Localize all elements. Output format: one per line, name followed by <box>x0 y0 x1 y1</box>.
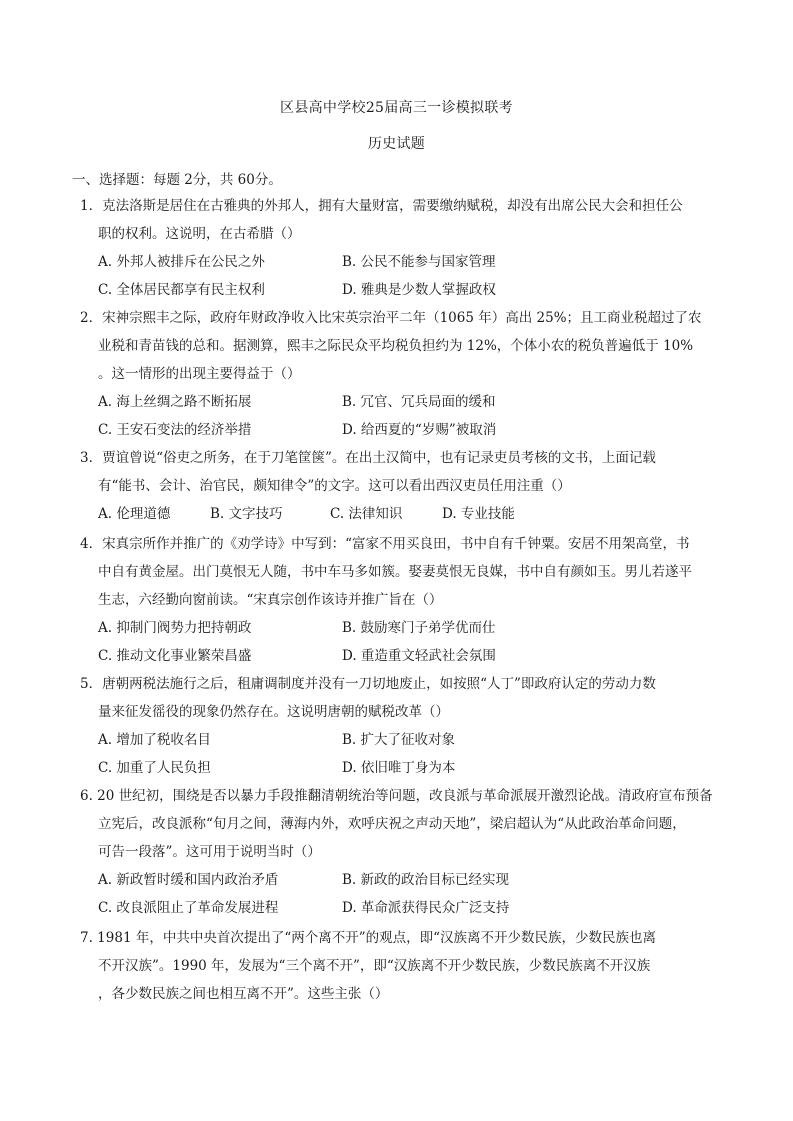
question-text-line: 职的权利。这说明，在古希腊（） <box>98 226 301 242</box>
question-text-line: 业税和青苗钱的总和。据测算，熙丰之际民众平均税负担约为 12%，个体小农的税负普遍低于 10% <box>98 338 694 354</box>
options-row <box>80 614 720 642</box>
option-a[interactable]: A. 外邦人被排斥在公民之外 <box>98 254 265 270</box>
question-1 <box>80 192 720 304</box>
option-a[interactable]: A. 伦理道德 <box>98 506 171 522</box>
option-c[interactable]: C. 全体居民都享有民主权利 <box>98 282 265 298</box>
question-3 <box>80 444 720 528</box>
option-a[interactable]: A. 增加了税收名目 <box>98 732 211 748</box>
question-5 <box>80 670 720 782</box>
section-heading: 一、选择题：每题 2分，共 60分。 <box>72 172 282 188</box>
options-row <box>80 754 720 782</box>
question-text-line: 7. 1981 年，中共中央首次提出了“两个离不开”的观点，即“汉族离不开少数民族，少数民族也离 <box>80 930 657 946</box>
question-text-line: 5．唐朝两税法施行之后，租庸调制度并没有一刀切地废止，如按照“人丁”即政府认定的劳动力数 <box>80 676 656 692</box>
question-text-line: 生志，六经勤向窗前读。“宋真宗创作该诗并推广旨在（） <box>98 592 443 608</box>
exam-title: 区县高中学校25届高三一诊模拟联考 <box>280 100 513 116</box>
option-b[interactable]: B. 新政的政治目标已经实现 <box>342 872 510 888</box>
option-c[interactable]: C. 王安石变法的经济举措 <box>98 422 252 438</box>
question-text-line: 可告一段落”。这可用于说明当时（） <box>98 844 321 860</box>
options-row <box>80 866 720 894</box>
options-row <box>80 500 720 528</box>
question-text-line: 4．宋真宗所作并推广的《劝学诗》中写到：“富家不用买良田，书中自有千钟粟。安居不用架高堂，书 <box>80 536 690 552</box>
option-c[interactable]: C. 法律知识 <box>330 506 403 522</box>
question-text-line: 立宪后，改良派称“旬月之间，薄海内外，欢呼庆祝之声动天地”，梁启超认为“从此政治革命问题， <box>98 816 686 832</box>
option-d[interactable]: D. 依旧唯丁身为本 <box>342 760 456 776</box>
question-text-line: 不开汉族”。1990 年，发展为“三个离不开”，即“汉族离不开少数民族，少数民族离不开汉族 <box>98 958 651 974</box>
option-b[interactable]: B. 鼓励寒门子弟学优而仕 <box>342 620 496 636</box>
option-c[interactable]: C. 推动文化事业繁荣昌盛 <box>98 648 252 664</box>
option-a[interactable]: A. 新政暂时缓和国内政治矛盾 <box>98 872 279 888</box>
option-d[interactable]: D. 雅典是少数人掌握政权 <box>342 282 496 298</box>
options-row <box>80 894 720 922</box>
option-c[interactable]: C. 加重了人民负担 <box>98 760 211 776</box>
option-a[interactable]: A. 抑制门阀势力把持朝政 <box>98 620 252 636</box>
question-4 <box>80 530 720 670</box>
option-d[interactable]: D. 革命派获得民众广泛支持 <box>342 900 510 916</box>
question-text-line: 2．宋神宗熙丰之际，政府年财政净收入比宋英宗治平二年（1065 年）高出 25%；且工商业税超过了农 <box>80 310 702 326</box>
options-row <box>80 416 720 444</box>
question-text-line: 1．克法洛斯是居住在古雅典的外邦人，拥有大量财富，需要缴纳赋税，却没有出席公民大会和担任公 <box>80 198 683 214</box>
option-c[interactable]: C. 改良派阻止了革命发展进程 <box>98 900 279 916</box>
option-a[interactable]: A. 海上丝绸之路不断拓展 <box>98 394 252 410</box>
options-row <box>80 276 720 304</box>
question-text-line: 量来征发徭役的现象仍然存在。这说明唐朝的赋税改革（） <box>98 704 449 720</box>
question-2 <box>80 304 720 444</box>
options-row <box>80 248 720 276</box>
options-row <box>80 388 720 416</box>
exam-subtitle: 历史试题 <box>367 136 426 152</box>
question-text-line: 3．贾谊曾说“俗吏之所务，在于刀笔筐箧”。在出土汉简中，也有记录吏员考核的文书，上面记载 <box>80 450 656 466</box>
options-row <box>80 642 720 670</box>
question-text-line: ，各少数民族之间也相互离不开”。这些主张（） <box>98 986 389 1002</box>
options-row <box>80 726 720 754</box>
question-text-line: 6. 20 世纪初，围绕是否以暴力手段推翻清朝统治等问题，改良派与革命派展开激烈论战。清政府宣布预备 <box>80 788 713 804</box>
question-7 <box>80 924 720 1008</box>
question-text-line: 有“能书、会计、治官民，颇知律令”的文字。这可以看出西汉吏员任用注重（） <box>98 478 571 494</box>
option-b[interactable]: B. 文字技巧 <box>210 506 283 522</box>
question-6 <box>80 782 720 922</box>
option-d[interactable]: D. 重造重文轻武社会氛围 <box>342 648 496 664</box>
option-d[interactable]: D. 给西夏的“岁赐”被取消 <box>342 422 497 438</box>
question-text-line: 。这一情形的出现主要得益于（） <box>98 366 301 382</box>
option-d[interactable]: D. 专业技能 <box>442 506 515 522</box>
option-b[interactable]: B. 扩大了征收对象 <box>342 732 456 748</box>
option-b[interactable]: B. 冗官、冗兵局面的缓和 <box>342 394 496 410</box>
option-b[interactable]: B. 公民不能参与国家管理 <box>342 254 496 270</box>
question-text-line: 中自有黄金屋。出门莫恨无人随，书中车马多如簇。娶妻莫恨无良媒，书中自有颜如玉。男儿若遂平 <box>98 564 692 580</box>
